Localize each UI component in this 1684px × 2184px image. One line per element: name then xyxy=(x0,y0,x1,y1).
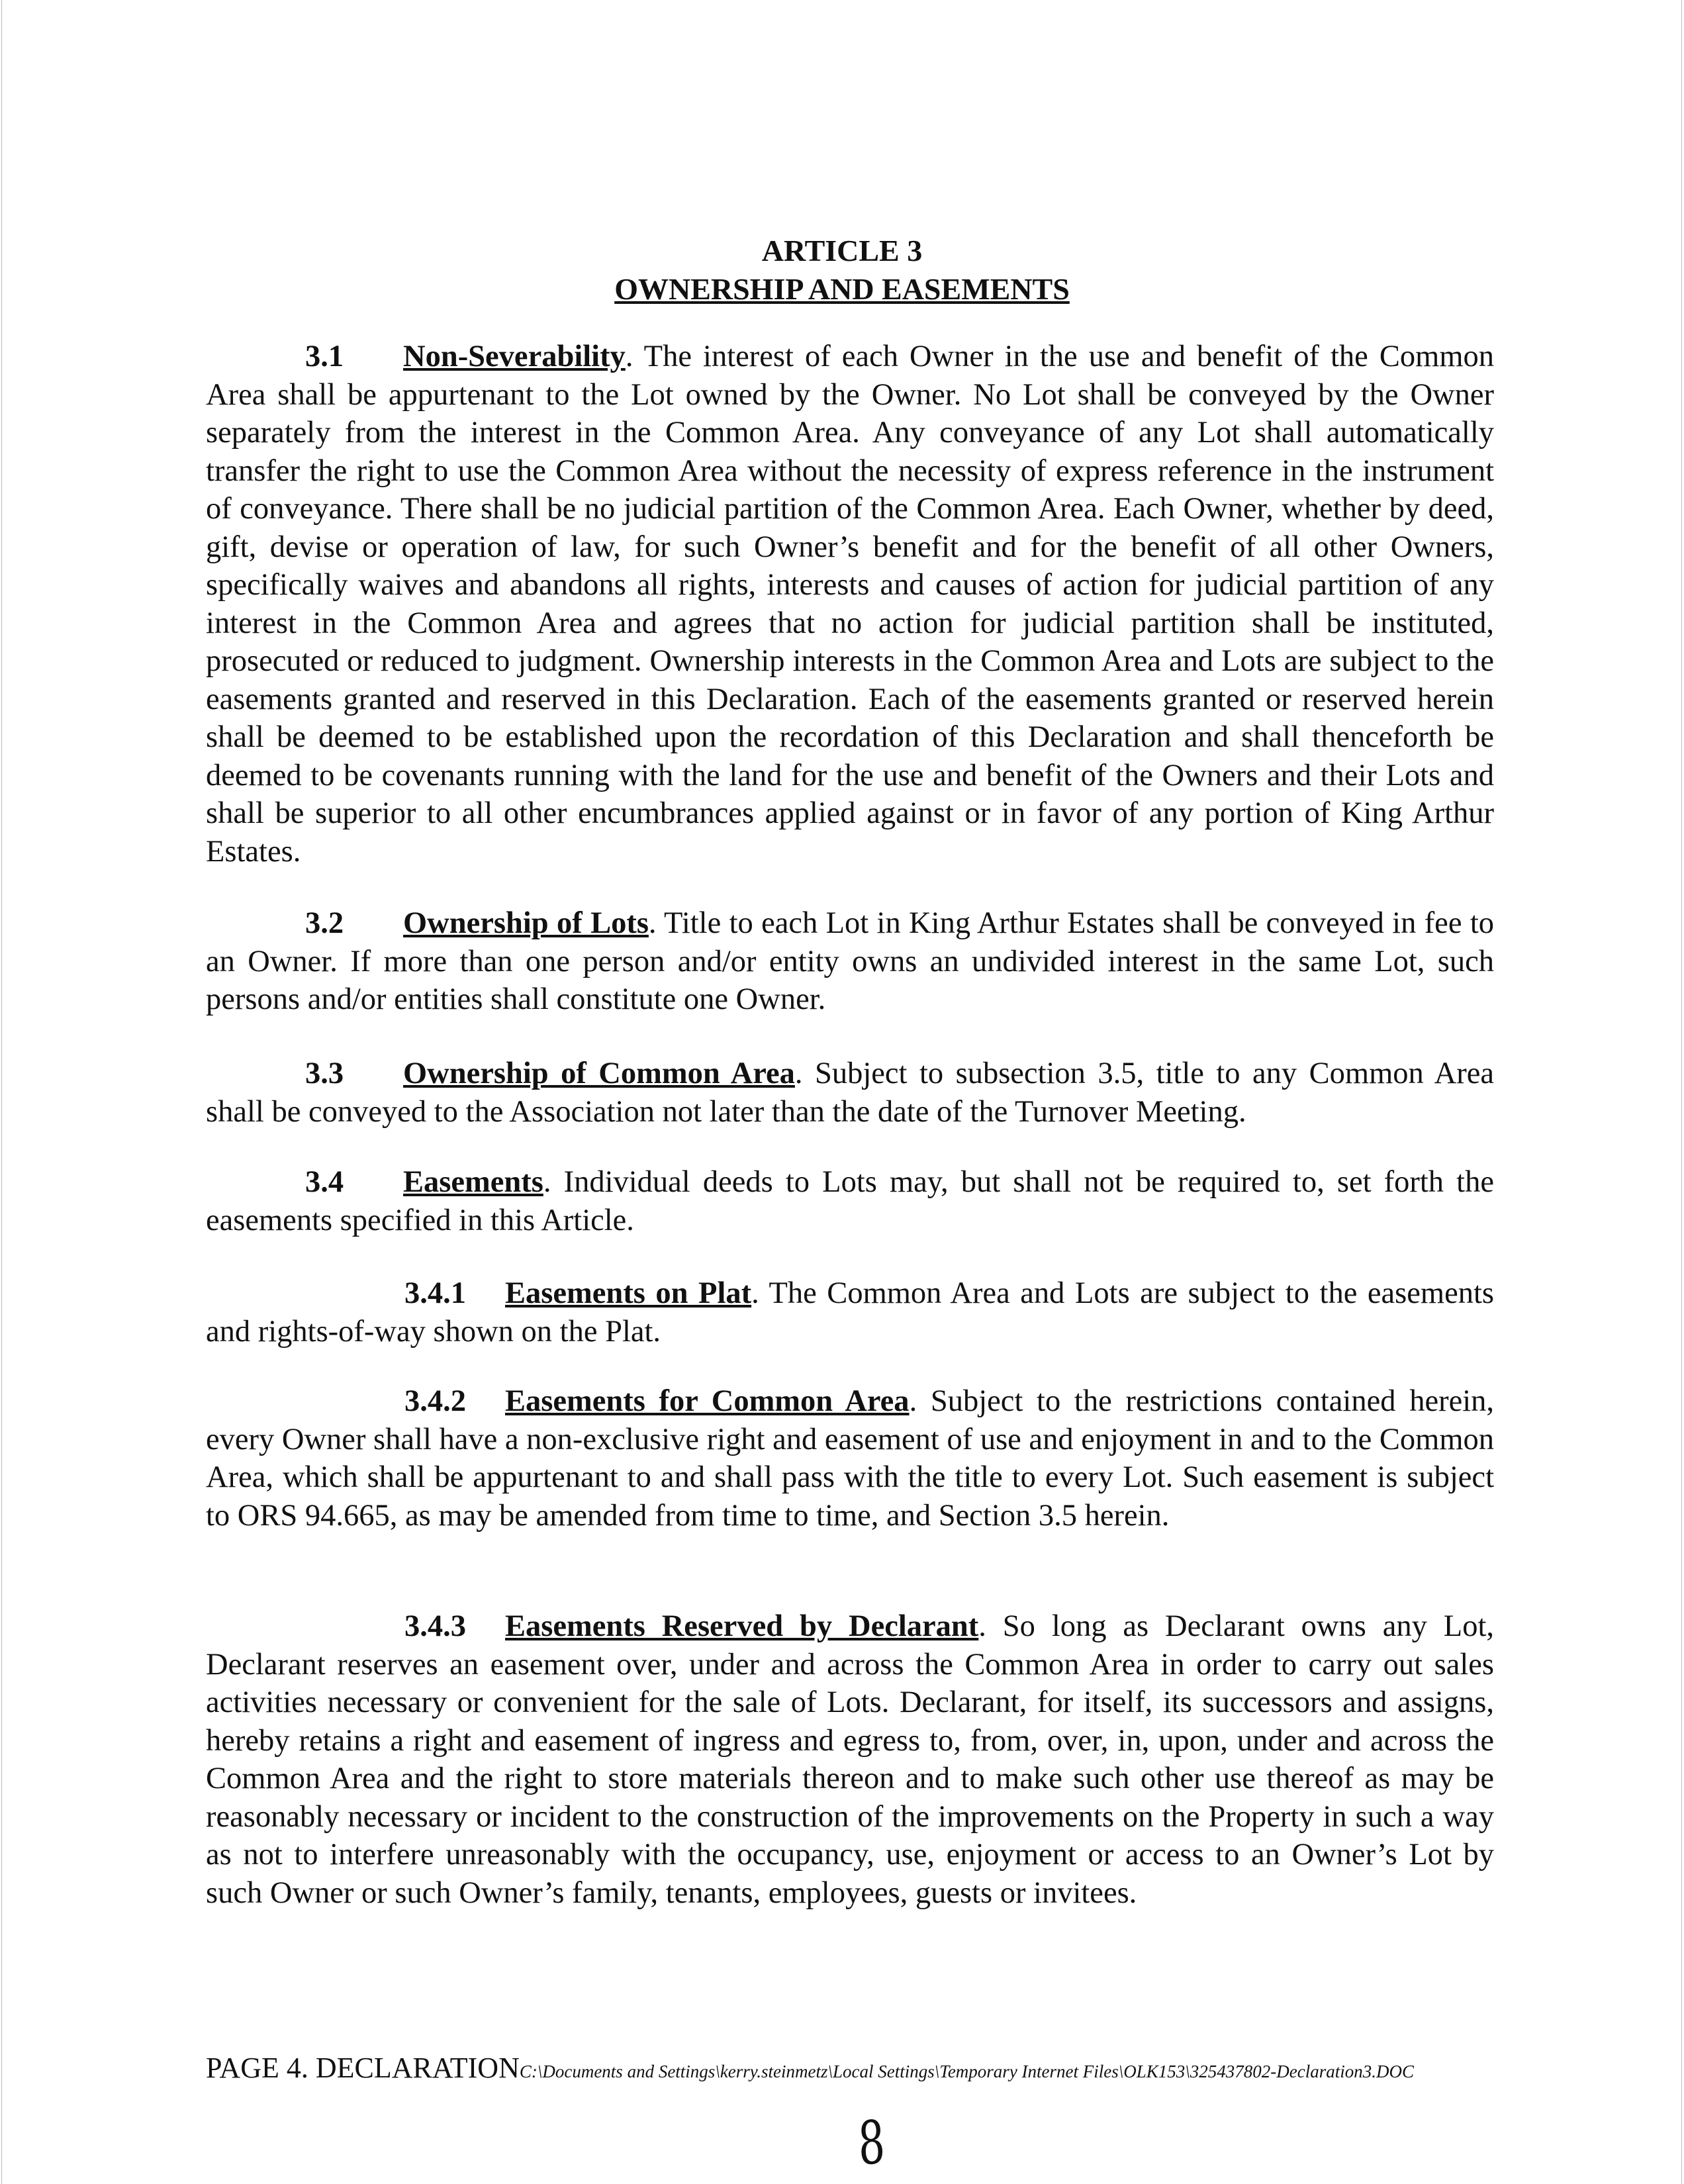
scan-edge-right xyxy=(1681,0,1682,2184)
section-heading: Easements xyxy=(403,1165,543,1199)
scan-edge-left xyxy=(1,0,2,2184)
section-body: . Individual deeds to Lots may, but shall not be required to, set forth the easements specified in this Article. xyxy=(206,1165,1494,1237)
section-3-4-1 xyxy=(206,1274,1494,1351)
section-body: . Subject to the restrictions contained herein, every Owner shall have a non-exclusive right and easement of use and enjoyment in and to the Common Area, which shall be appurtenant to and shall pass with the title to every Lot. Such easement is subject to ORS 94.665, as may be amended from time to time, and Section 3.5 herein. xyxy=(206,1384,1494,1533)
section-number: 3.2 xyxy=(305,906,344,940)
section-3-2 xyxy=(206,904,1494,1019)
section-heading: Non-Severability xyxy=(403,340,626,373)
section-heading: Ownership of Lots xyxy=(403,906,649,940)
section-heading: Easements for Common Area xyxy=(505,1384,910,1418)
section-3-4 xyxy=(206,1163,1494,1239)
footer-file-path: C:\Documents and Settings\kerry.steinmetz\Local Settings\Temporary Internet Files\OLK153\325437802-Declaration3.DOC xyxy=(519,2062,1415,2081)
section-3-3 xyxy=(206,1055,1494,1131)
article-label: ARTICLE 3 xyxy=(761,234,923,267)
section-body: . So long as Declarant owns any Lot, Declarant reserves an easement over, under and across the Common Area in order to carry out sales activities necessary or convenient for the sale of Lots. Declarant, for itself, its successors and assigns, hereby retains a right and easement of ingress and egress to, from, over, in, upon, under and across the Common Area and the right to store materials thereon and to make such other use thereof as may be reasonably necessary or incident to the construction of the improvements on the Property in such a way as not to interfere unreasonably with the occupancy, use, enjoyment or access to an Owner’s Lot by such Owner or such Owner’s family, tenants, employees, guests or invitees. xyxy=(206,1609,1494,1910)
section-heading: Ownership of Common Area xyxy=(403,1057,795,1090)
section-body: . Subject to subsection 3.5, title to any Common Area shall be conveyed to the Association not later than the date of the Turnover Meeting. xyxy=(206,1057,1494,1129)
section-number: 3.4.3 xyxy=(404,1609,466,1643)
section-body: . Title to each Lot in King Arthur Estates shall be conveyed in fee to an Owner. If more than one person and/or entity owns an undivided interest in the same Lot, such persons and/or entities shall constitute one Owner. xyxy=(206,906,1494,1016)
section-number: 3.4.2 xyxy=(404,1384,466,1418)
article-title: OWNERSHIP AND EASEMENTS xyxy=(614,272,1070,306)
section-number: 3.1 xyxy=(305,340,344,373)
section-3-4-2 xyxy=(206,1382,1494,1535)
section-number: 3.4 xyxy=(305,1165,344,1199)
section-number: 3.3 xyxy=(305,1057,344,1090)
section-body: . The Common Area and Lots are subject to the easements and rights-of-way shown on the Plat. xyxy=(206,1276,1494,1349)
section-body: . The interest of each Owner in the use and benefit of the Common Area shall be appurtenant to the Lot owned by the Owner. No Lot shall be conveyed by the Owner separately from the interest in the Common Area. Any conveyance of any Lot shall automatically transfer the right to use the Common Area without the necessity of express reference in the instrument of conveyance. There shall be no judicial partition of the Common Area. Each Owner, whether by deed, gift, devise or operation of law, for such Owner’s benefit and for the benefit of all other Owners, specifically waives and abandons all rights, interests and causes of action for judicial partition of any interest in the Common Area and agrees that no action for judicial partition shall be instituted, prosecuted or reduced to judgment. Ownership interests in the Common Area and Lots are subject to the easements granted and reserved in this Declaration. Each of the easements granted or reserved herein shall be deemed to be established upon the recordation of this Declaration and shall thenceforth be deemed to be covenants running with the land for the use and benefit of the Owners and their Lots and shall be superior to all other encumbrances applied against or in favor of any portion of King Arthur Estates. xyxy=(206,340,1494,869)
section-heading: Easements on Plat xyxy=(505,1276,752,1310)
section-3-4-3 xyxy=(206,1607,1494,1912)
section-3-1 xyxy=(206,338,1494,871)
page-footer xyxy=(206,2051,1414,2085)
section-number: 3.4.1 xyxy=(404,1276,466,1310)
handwritten-page-number: 8 xyxy=(857,2107,887,2179)
footer-page-label: PAGE 4. DECLARATION xyxy=(206,2052,520,2084)
section-heading: Easements Reserved by Declarant xyxy=(505,1609,979,1643)
